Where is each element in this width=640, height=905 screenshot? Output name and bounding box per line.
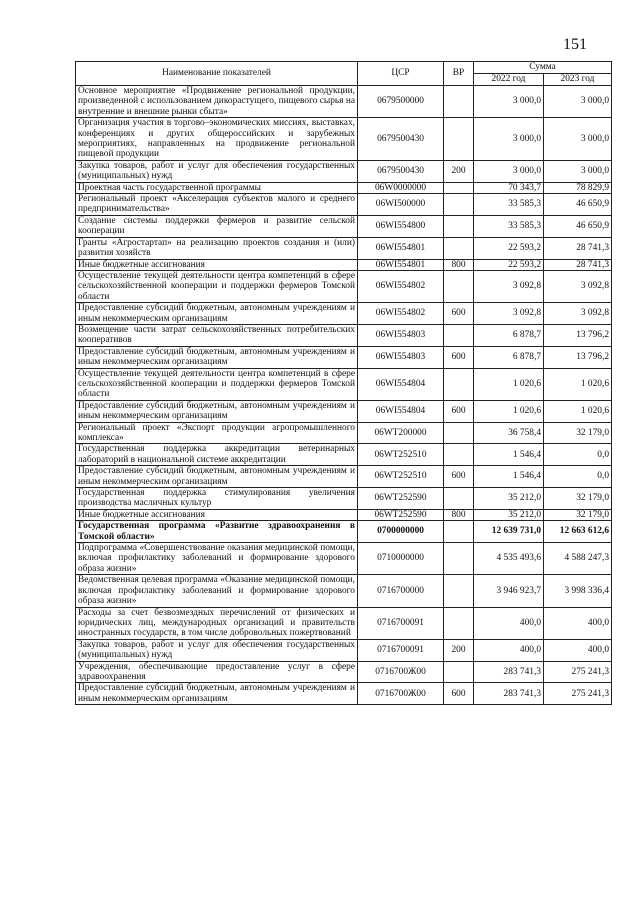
row-name: Гранты «Агростартап» на реализацию проектов создания и (или) развития хозяйств [76,237,358,259]
row-csr: 06WT252510 [358,466,444,488]
row-vr [444,543,474,575]
row-vr: 200 [444,160,474,182]
row-vr [444,86,474,118]
row-csr: 06WI554802 [358,303,444,325]
row-vr [444,215,474,237]
row-sum-2023: 32 179,0 [544,488,612,510]
row-sum-2023: 28 741,3 [544,259,612,270]
row-sum-2022: 6 878,7 [474,324,544,346]
row-name: Расходы за счет безвозмездных перечислений от физических и юридических лиц, международных организаций и правительств иностранных государств, в том числе добровольных пожертвований [76,607,358,639]
table-row [76,118,612,161]
table-row [76,182,612,193]
row-sum-2023: 32 179,0 [544,509,612,520]
row-csr: 0700000000 [358,521,444,543]
table-row [76,607,612,639]
table-body [76,86,612,705]
row-csr: 06WI554800 [358,215,444,237]
row-sum-2023: 275 241,3 [544,661,612,683]
table-row [76,466,612,488]
row-csr: 06WI554801 [358,259,444,270]
row-name: Государственная поддержка аккредитации ветеринарных лабораторий в национальной системе аккредитации [76,444,358,466]
table-row [76,194,612,216]
row-sum-2022: 4 535 493,6 [474,543,544,575]
row-sum-2022: 3 000,0 [474,86,544,118]
row-sum-2023: 3 092,8 [544,303,612,325]
row-csr: 06WI554804 [358,368,444,400]
row-name: Основное мероприятие «Продвижение региональной продукции, произведенной с использованием дикорастущего, пищевого сырья на внутренние и внешние рынки сбыта» [76,86,358,118]
row-csr: 0679500430 [358,160,444,182]
row-sum-2023: 32 179,0 [544,422,612,444]
row-sum-2022: 33 585,3 [474,194,544,216]
row-sum-2022: 22 593,2 [474,259,544,270]
row-sum-2023: 0,0 [544,466,612,488]
row-name: Государственная программа «Развитие здравоохранения в Томской области» [76,521,358,543]
row-vr: 200 [444,639,474,661]
row-sum-2022: 1 546,4 [474,444,544,466]
row-sum-2023: 4 588 247,3 [544,543,612,575]
row-name: Региональный проект «Экспорт продукции агропромышленного комплекса» [76,422,358,444]
row-sum-2022: 35 212,0 [474,488,544,510]
row-name: Государственная поддержка стимулирования увеличения производства масличных культур [76,488,358,510]
row-sum-2022: 3 092,8 [474,270,544,302]
row-csr: 0716700000 [358,575,444,607]
row-csr: 0679500430 [358,118,444,161]
row-sum-2022: 400,0 [474,639,544,661]
row-sum-2023: 28 741,3 [544,237,612,259]
row-csr: 0710000000 [358,543,444,575]
table-row [76,303,612,325]
row-sum-2022: 3 946 923,7 [474,575,544,607]
table-row [76,270,612,302]
row-sum-2022: 70 343,7 [474,182,544,193]
row-sum-2022: 35 212,0 [474,509,544,520]
table-row [76,683,612,705]
header-sum: Сумма [474,62,612,74]
row-sum-2023: 46 650,9 [544,194,612,216]
row-sum-2023: 0,0 [544,444,612,466]
row-name: Предоставление субсидий бюджетным, автономным учреждениям и иным некоммерческим организациям [76,346,358,368]
row-name: Возмещение части затрат сельскохозяйственных потребительских кооперативов [76,324,358,346]
row-sum-2022: 3 092,8 [474,303,544,325]
table-row [76,575,612,607]
row-csr: 06WI554803 [358,324,444,346]
row-name: Осуществление текущей деятельности центра компетенций в сфере сельскохозяйственной кооперации и поддержки фермеров Томской области [76,270,358,302]
row-name: Региональный проект «Акселерация субъектов малого и среднего предпринимательства» [76,194,358,216]
row-vr: 600 [444,303,474,325]
table-row [76,400,612,422]
row-sum-2022: 22 593,2 [474,237,544,259]
table-row [76,422,612,444]
row-csr: 06WT252590 [358,488,444,510]
table-row [76,444,612,466]
row-vr [444,237,474,259]
row-sum-2022: 3 000,0 [474,118,544,161]
page-number: 151 [563,36,587,53]
row-name: Предоставление субсидий бюджетным, автономным учреждениям и иным некоммерческим организациям [76,683,358,705]
header-name: Наименование показателей [76,62,358,86]
row-name: Ведомственная целевая программа «Оказание медицинской помощи, включая профилактику заболеваний и формирование здорового образа жизни» [76,575,358,607]
row-name: Организация участия в торгово–экономических миссиях, выставках, конференциях и других общероссийских и зарубежных мероприятиях, направленных на продвижение региональной пищевой продукции [76,118,358,161]
row-vr: 800 [444,509,474,520]
row-sum-2023: 3 000,0 [544,86,612,118]
row-sum-2023: 3 092,8 [544,270,612,302]
table-row [76,259,612,270]
row-name: Подпрограмма «Совершенствование оказания медицинской помощи, включая профилактику заболеваний и формирование здорового образа жизни» [76,543,358,575]
table-row [76,661,612,683]
row-sum-2022: 36 758,4 [474,422,544,444]
table-row [76,86,612,118]
row-name: Проектная часть государственной программы [76,182,358,193]
row-name: Создание системы поддержки фермеров и развитие сельской кооперации [76,215,358,237]
row-sum-2023: 13 796,2 [544,324,612,346]
row-vr [444,444,474,466]
row-sum-2022: 3 000,0 [474,160,544,182]
row-csr: 06WI500000 [358,194,444,216]
row-csr: 06WI554803 [358,346,444,368]
row-csr: 06WT200000 [358,422,444,444]
row-sum-2022: 400,0 [474,607,544,639]
row-name: Иные бюджетные ассигнования [76,259,358,270]
row-sum-2023: 400,0 [544,607,612,639]
table-row [76,543,612,575]
row-sum-2023: 78 829,9 [544,182,612,193]
row-csr: 0716700Ж00 [358,683,444,705]
row-vr [444,521,474,543]
header-year-2023: 2023 год [544,74,612,86]
row-csr: 06WI554804 [358,400,444,422]
table-row [76,639,612,661]
header-csr: ЦСР [358,62,444,86]
budget-table [75,61,612,705]
row-sum-2023: 400,0 [544,639,612,661]
row-csr: 06WT252510 [358,444,444,466]
row-sum-2023: 3 000,0 [544,118,612,161]
row-sum-2023: 3 000,0 [544,160,612,182]
header-year-2022: 2022 год [474,74,544,86]
header-vr: ВР [444,62,474,86]
row-name: Закупка товаров, работ и услуг для обеспечения государственных (муниципальных) нужд [76,160,358,182]
row-csr: 0716700091 [358,607,444,639]
row-vr [444,661,474,683]
row-name: Предоставление субсидий бюджетным, автономным учреждениям и иным некоммерческим организациям [76,466,358,488]
row-name: Осуществление текущей деятельности центра компетенций в сфере сельскохозяйственной кооперации и поддержки фермеров Томской области [76,368,358,400]
row-sum-2022: 283 741,3 [474,661,544,683]
row-sum-2022: 1 546,4 [474,466,544,488]
table-row [76,346,612,368]
row-sum-2022: 33 585,3 [474,215,544,237]
row-csr: 0679500000 [358,86,444,118]
table-row [76,488,612,510]
table-row [76,521,612,543]
row-vr: 600 [444,400,474,422]
row-csr: 06W0000000 [358,182,444,193]
row-sum-2023: 1 020,6 [544,400,612,422]
row-sum-2022: 283 741,3 [474,683,544,705]
row-sum-2023: 13 796,2 [544,346,612,368]
row-sum-2022: 1 020,6 [474,400,544,422]
row-vr [444,194,474,216]
row-vr [444,270,474,302]
row-vr: 600 [444,346,474,368]
row-name: Закупка товаров, работ и услуг для обеспечения государственных (муниципальных) нужд [76,639,358,661]
row-csr: 0716700091 [358,639,444,661]
table-row [76,237,612,259]
row-name: Иные бюджетные ассигнования [76,509,358,520]
row-csr: 06WI554802 [358,270,444,302]
row-vr: 600 [444,466,474,488]
row-name: Учреждения, обеспечивающие предоставление услуг в сфере здравоохранения [76,661,358,683]
row-vr [444,488,474,510]
table-row [76,368,612,400]
row-sum-2022: 1 020,6 [474,368,544,400]
row-sum-2023: 3 998 336,4 [544,575,612,607]
row-sum-2023: 275 241,3 [544,683,612,705]
table-row [76,160,612,182]
row-name: Предоставление субсидий бюджетным, автономным учреждениям и иным некоммерческим организациям [76,303,358,325]
table-row [76,509,612,520]
row-vr [444,118,474,161]
row-vr [444,607,474,639]
row-sum-2023: 1 020,6 [544,368,612,400]
row-csr: 06WT252590 [358,509,444,520]
table-row [76,324,612,346]
row-vr [444,182,474,193]
row-sum-2022: 6 878,7 [474,346,544,368]
row-sum-2022: 12 639 731,0 [474,521,544,543]
row-csr: 06WI554801 [358,237,444,259]
row-sum-2023: 12 663 612,6 [544,521,612,543]
row-vr: 600 [444,683,474,705]
row-csr: 0716700Ж00 [358,661,444,683]
table-row [76,215,612,237]
row-vr [444,324,474,346]
row-vr [444,422,474,444]
row-sum-2023: 46 650,9 [544,215,612,237]
row-name: Предоставление субсидий бюджетным, автономным учреждениям и иным некоммерческим организациям [76,400,358,422]
row-vr [444,575,474,607]
row-vr: 800 [444,259,474,270]
row-vr [444,368,474,400]
